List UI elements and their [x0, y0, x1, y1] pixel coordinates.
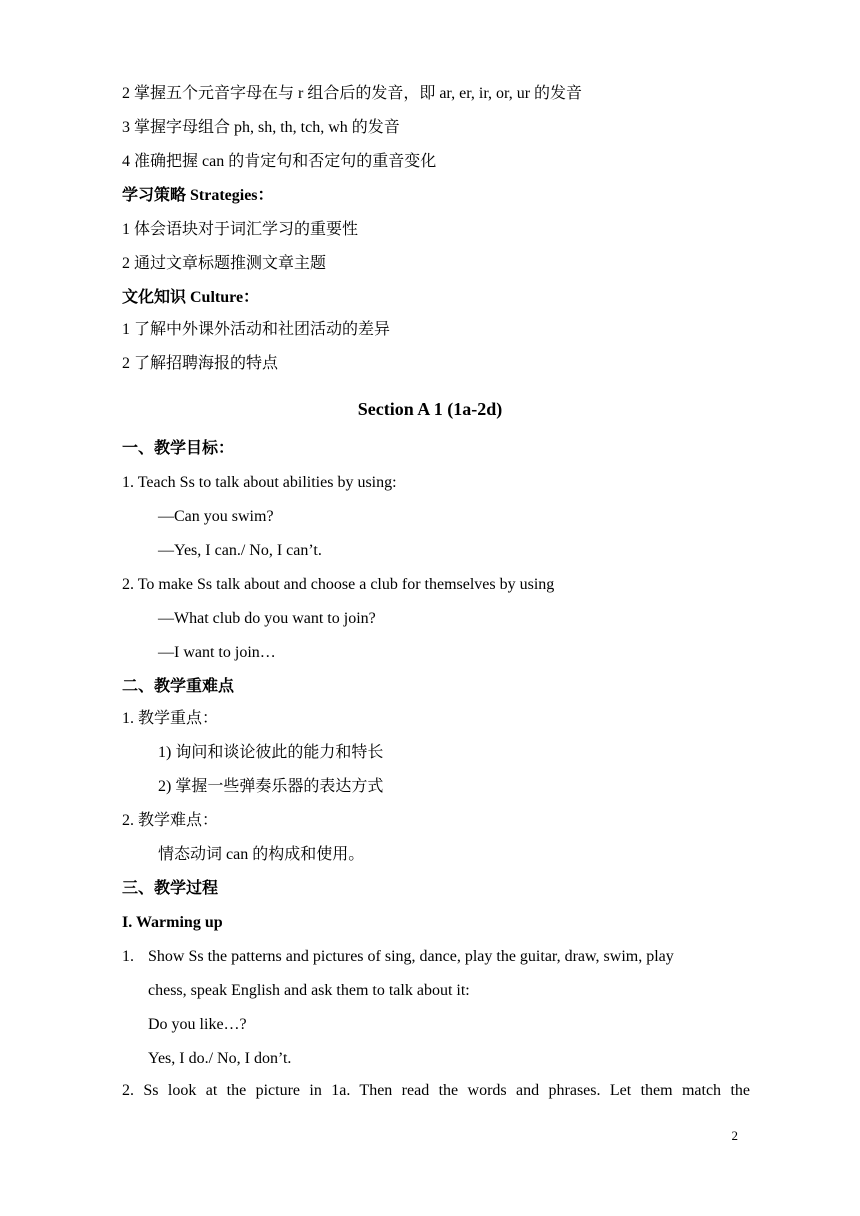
goal-2-answer: —I want to join… — [158, 644, 276, 661]
process-heading: 三、教学过程 — [122, 880, 219, 897]
step-2: 2. Ss look at the picture in 1a. Then read the words and phrases. Let them match the — [122, 1082, 750, 1099]
focus-item-1: 1) 询问和谈论彼此的能力和特长 — [158, 744, 384, 761]
step-1-line-2: chess, speak English and ask them to talk about it: — [148, 982, 470, 999]
goal-1-answer: —Yes, I can./ No, I can’t. — [158, 542, 322, 559]
goal-1: 1. Teach Ss to talk about abilities by using: — [122, 474, 397, 491]
step-1-answer: Yes, I do./ No, I don’t. — [148, 1050, 292, 1067]
key-points-heading: 二、教学重难点 — [122, 678, 235, 695]
step-1-number: 1. — [122, 948, 134, 965]
goals-heading: 一、教学目标： — [122, 440, 235, 457]
strategy-1: 1 体会语块对于词汇学习的重要性 — [122, 221, 359, 238]
goal-1-question: —Can you swim? — [158, 508, 274, 525]
culture-heading: 文化知识 Culture： — [122, 289, 260, 306]
step-1-question: Do you like…? — [148, 1016, 247, 1033]
section-title: Section A 1 (1a-2d) — [357, 399, 503, 419]
objective-2: 2 掌握五个元音字母在与 r 组合后的发音，即 ar, er, ir, or, ur 的发音 — [122, 85, 583, 102]
difficulty-item-1: 情态动词 can 的构成和使用。 — [158, 846, 365, 863]
warming-up-heading: I. Warming up — [122, 914, 223, 931]
focus-item-2: 2) 掌握一些弹奏乐器的表达方式 — [158, 778, 384, 795]
focus-label: 1. 教学重点： — [122, 710, 219, 727]
step-1-line-1: Show Ss the patterns and pictures of sing, dance, play the guitar, draw, swim, play — [148, 948, 674, 965]
objective-3: 3 掌握字母组合 ph, sh, th, tch, wh 的发音 — [122, 119, 400, 136]
strategies-heading: 学习策略 Strategies： — [122, 187, 274, 204]
goal-2-question: —What club do you want to join? — [158, 610, 376, 627]
page-number: 2 — [731, 1128, 738, 1143]
strategy-2: 2 通过文章标题推测文章主题 — [122, 255, 327, 272]
culture-2: 2 了解招聘海报的特点 — [122, 355, 279, 372]
culture-1: 1 了解中外课外活动和社团活动的差异 — [122, 321, 391, 338]
goal-2: 2. To make Ss talk about and choose a club for themselves by using — [122, 576, 555, 593]
difficulty-label: 2. 教学难点： — [122, 812, 219, 829]
objective-4: 4 准确把握 can 的肯定句和否定句的重音变化 — [122, 153, 437, 170]
